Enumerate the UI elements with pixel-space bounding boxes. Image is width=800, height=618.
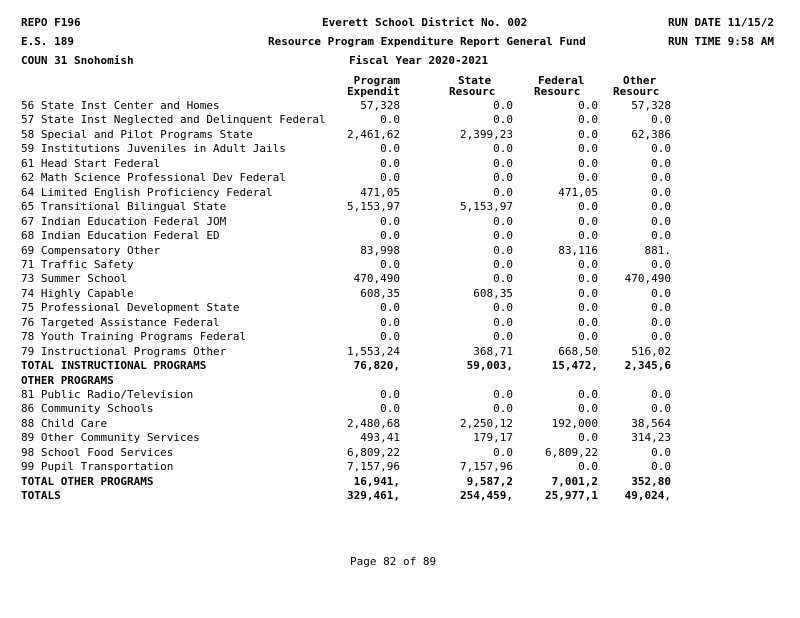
other-resource-cell: 0.0: [651, 286, 671, 300]
program-expenditure-cell: 471,05: [360, 185, 400, 199]
federal-resource-cell: 83,116: [558, 243, 598, 257]
row-label: 81 Public Radio/Television: [21, 388, 194, 401]
program-expenditure-cell: 608,35: [360, 286, 400, 300]
program-expenditure-cell: 0.0: [380, 402, 400, 416]
row-label: TOTALS: [21, 489, 61, 503]
state-resource-cell: 0.0: [493, 402, 513, 416]
program-expenditure-cell: 0.0: [380, 257, 400, 271]
program-expenditure-cell: 0.0: [380, 315, 400, 329]
state-resource-cell: 0.0: [493, 113, 513, 127]
row-label: 78 Youth Training Programs Federal: [21, 330, 247, 344]
state-resource-cell: 608,35: [473, 286, 513, 300]
state-resource-cell: 254,459,: [460, 489, 513, 503]
program-expenditure-cell: 329,461,: [347, 489, 400, 503]
row-label: 61 Head Start Federal: [21, 156, 161, 170]
row-label: 65 Transitional Bilingual State: [21, 200, 227, 214]
other-resource-cell: 0.0: [651, 460, 671, 474]
row-label: 74 Highly Capable: [21, 286, 134, 300]
row-label: TOTAL OTHER PROGRAMS: [21, 474, 154, 488]
federal-resource-cell: 0.0: [578, 142, 598, 156]
federal-resource-cell: 0.0: [578, 315, 598, 329]
table-row: [0, 200, 800, 215]
row-label: 68 Indian Education Federal ED: [21, 229, 220, 243]
federal-resource-cell: 192,000: [551, 416, 598, 430]
state-resource-cell: 0.0: [493, 229, 513, 243]
run-date: RUN DATE 11/15/2: [668, 16, 774, 29]
col-header-program-1: Program: [353, 74, 400, 87]
federal-resource-cell: 0.0: [578, 113, 598, 127]
other-resource-cell: 0.0: [651, 156, 671, 170]
federal-resource-cell: 0.0: [578, 156, 598, 170]
table-row: [0, 417, 800, 432]
other-resource-cell: 57,328: [631, 99, 671, 112]
state-resource-cell: 0.0: [493, 257, 513, 271]
other-resource-cell: 0.0: [651, 142, 671, 156]
other-resource-cell: 0.0: [651, 445, 671, 459]
other-resource-cell: 0.0: [651, 315, 671, 329]
row-label: 98 School Food Services: [21, 445, 174, 459]
federal-resource-cell: 0.0: [578, 214, 598, 228]
state-resource-cell: 0.0: [493, 301, 513, 315]
col-header-state-2: Resourc: [449, 85, 496, 98]
table-row: [0, 446, 800, 461]
row-label: 56 State Inst Center and Homes: [21, 99, 220, 112]
program-expenditure-cell: 493,41: [360, 431, 400, 445]
federal-resource-cell: 6,809,22: [545, 445, 598, 459]
table-row: [0, 229, 800, 244]
program-expenditure-cell: 1,553,24: [347, 344, 400, 358]
federal-resource-cell: 0.0: [578, 272, 598, 286]
row-label: 73 Summer School: [21, 272, 127, 286]
federal-resource-cell: 0.0: [578, 127, 598, 141]
other-resource-cell: 314,23: [631, 431, 671, 445]
program-expenditure-cell: 0.0: [380, 301, 400, 315]
program-expenditure-cell: 5,153,97: [347, 200, 400, 214]
program-expenditure-cell: 0.0: [380, 171, 400, 185]
state-resource-cell: 9,587,2: [466, 474, 513, 488]
table-row: [0, 157, 800, 172]
state-resource-cell: 2,399,23: [460, 127, 513, 141]
program-expenditure-cell: 0.0: [380, 214, 400, 228]
table-row: [0, 330, 800, 345]
state-resource-cell: 0.0: [493, 243, 513, 257]
state-resource-cell: 0.0: [493, 156, 513, 170]
federal-resource-cell: 0.0: [578, 257, 598, 271]
federal-resource-cell: 471,05: [558, 185, 598, 199]
program-expenditure-cell: 0.0: [380, 330, 400, 344]
federal-resource-cell: 0.0: [578, 99, 598, 112]
state-resource-cell: 0.0: [493, 99, 513, 112]
program-expenditure-cell: 0.0: [380, 113, 400, 127]
other-resource-cell: 0.0: [651, 185, 671, 199]
other-resource-cell: 0.0: [651, 113, 671, 127]
total-row: [0, 359, 800, 374]
other-resource-cell: 516,02: [631, 344, 671, 358]
program-expenditure-cell: 0.0: [380, 142, 400, 156]
table-row: [0, 388, 800, 403]
federal-resource-cell: 15,472,: [551, 359, 598, 373]
federal-resource-cell: 7,001,2: [551, 474, 598, 488]
table-row: [0, 171, 800, 186]
col-header-state-1: State: [458, 74, 492, 87]
program-expenditure-cell: 7,157,96: [347, 460, 400, 474]
federal-resource-cell: 25,977,1: [545, 489, 598, 503]
federal-resource-cell: 0.0: [578, 286, 598, 300]
other-resource-cell: 0.0: [651, 171, 671, 185]
program-expenditure-cell: 76,820,: [353, 359, 400, 373]
total-row: [0, 374, 800, 389]
total-row: [0, 475, 800, 490]
program-expenditure-cell: 2,480,68: [347, 416, 400, 430]
federal-resource-cell: 0.0: [578, 171, 598, 185]
federal-resource-cell: 0.0: [578, 301, 598, 315]
run-time: RUN TIME 9:58 AM: [668, 35, 774, 48]
other-resource-cell: 38,564: [631, 416, 671, 430]
row-label: 67 Indian Education Federal JOM: [21, 214, 227, 228]
table-row: [0, 215, 800, 230]
state-resource-cell: 0.0: [493, 171, 513, 185]
other-resource-cell: 49,024,: [624, 489, 671, 503]
report-id: REPO F196: [21, 16, 81, 29]
table-row: [0, 113, 800, 128]
state-resource-cell: 59,003,: [466, 359, 513, 373]
row-label: 57 State Inst Neglected and Delinquent Federal: [21, 113, 326, 127]
table-row: [0, 128, 800, 143]
other-resource-cell: 352,80: [631, 474, 671, 488]
other-resource-cell: 2,345,6: [624, 359, 671, 373]
table-row: [0, 287, 800, 302]
state-resource-cell: 0.0: [493, 330, 513, 344]
table-row: [0, 244, 800, 259]
col-header-federal-2: Resourc: [534, 85, 581, 98]
federal-resource-cell: 0.0: [578, 402, 598, 416]
table-row: [0, 402, 800, 417]
table-row: [0, 142, 800, 157]
program-expenditure-cell: 2,461,62: [347, 127, 400, 141]
row-label: 99 Pupil Transportation: [21, 460, 174, 474]
program-expenditure-cell: 16,941,: [353, 474, 400, 488]
row-label: 79 Instructional Programs Other: [21, 344, 227, 358]
state-resource-cell: 0.0: [493, 185, 513, 199]
table-row: [0, 186, 800, 201]
table-row: [0, 301, 800, 316]
table-row: [0, 431, 800, 446]
other-resource-cell: 0.0: [651, 330, 671, 344]
program-expenditure-cell: 0.0: [380, 229, 400, 243]
row-label: 75 Professional Development State: [21, 301, 240, 315]
row-label: 76 Targeted Assistance Federal: [21, 315, 220, 329]
row-label: 64 Limited English Proficiency Federal: [21, 185, 273, 199]
row-label: TOTAL INSTRUCTIONAL PROGRAMS: [21, 359, 207, 373]
federal-resource-cell: 0.0: [578, 431, 598, 445]
program-expenditure-cell: 470,490: [353, 272, 400, 286]
row-label: OTHER PROGRAMS: [21, 373, 114, 387]
page-number: Page 82 of 89: [350, 555, 437, 568]
es-number: E.S. 189: [21, 35, 74, 48]
federal-resource-cell: 0.0: [578, 460, 598, 474]
other-resource-cell: 881.: [644, 243, 671, 257]
other-resource-cell: 0.0: [651, 200, 671, 214]
state-resource-cell: 0.0: [493, 388, 513, 401]
row-label: 71 Traffic Safety: [21, 257, 134, 271]
row-label: 89 Other Community Services: [21, 431, 200, 445]
state-resource-cell: 0.0: [493, 315, 513, 329]
state-resource-cell: 2,250,12: [460, 416, 513, 430]
table-row: [0, 258, 800, 273]
state-resource-cell: 0.0: [493, 214, 513, 228]
state-resource-cell: 368,71: [473, 344, 513, 358]
col-header-program-2: Expendit: [347, 85, 400, 98]
total-row: [0, 489, 800, 504]
federal-resource-cell: 0.0: [578, 330, 598, 344]
state-resource-cell: 7,157,96: [460, 460, 513, 474]
other-resource-cell: 62,386: [631, 127, 671, 141]
state-resource-cell: 0.0: [493, 142, 513, 156]
row-label: 58 Special and Pilot Programs State: [21, 127, 253, 141]
row-label: 69 Compensatory Other: [21, 243, 161, 257]
other-resource-cell: 0.0: [651, 257, 671, 271]
fiscal-year: Fiscal Year 2020-2021: [349, 54, 489, 67]
col-header-other-2: Resourc: [613, 85, 660, 98]
program-expenditure-cell: 83,998: [360, 243, 400, 257]
state-resource-cell: 5,153,97: [460, 200, 513, 214]
federal-resource-cell: 0.0: [578, 388, 598, 401]
report-title: Resource Program Expenditure Report General Fund: [268, 35, 586, 48]
other-resource-cell: 470,490: [624, 272, 671, 286]
state-resource-cell: 0.0: [493, 445, 513, 459]
col-header-other-1: Other: [623, 74, 657, 87]
program-expenditure-cell: 6,809,22: [347, 445, 400, 459]
federal-resource-cell: 0.0: [578, 229, 598, 243]
other-resource-cell: 0.0: [651, 388, 671, 401]
state-resource-cell: 0.0: [493, 272, 513, 286]
row-label: 86 Community Schools: [21, 402, 154, 416]
row-label: 88 Child Care: [21, 416, 108, 430]
table-row: [0, 316, 800, 331]
table-row: [0, 99, 800, 114]
district-name: Everett School District No. 002: [322, 16, 528, 29]
row-label: 62 Math Science Professional Dev Federal: [21, 171, 286, 185]
federal-resource-cell: 668,50: [558, 344, 598, 358]
col-header-federal-1: Federal: [538, 74, 585, 87]
table-row: [0, 272, 800, 287]
state-resource-cell: 179,17: [473, 431, 513, 445]
program-expenditure-cell: 57,328: [360, 99, 400, 112]
row-label: 59 Institutions Juveniles in Adult Jails: [21, 142, 286, 156]
other-resource-cell: 0.0: [651, 229, 671, 243]
other-resource-cell: 0.0: [651, 301, 671, 315]
program-expenditure-cell: 0.0: [380, 156, 400, 170]
program-expenditure-cell: 0.0: [380, 388, 400, 401]
federal-resource-cell: 0.0: [578, 200, 598, 214]
other-resource-cell: 0.0: [651, 402, 671, 416]
county: COUN 31 Snohomish: [21, 54, 134, 67]
table-row: [0, 460, 800, 475]
other-resource-cell: 0.0: [651, 214, 671, 228]
table-row: [0, 345, 800, 360]
